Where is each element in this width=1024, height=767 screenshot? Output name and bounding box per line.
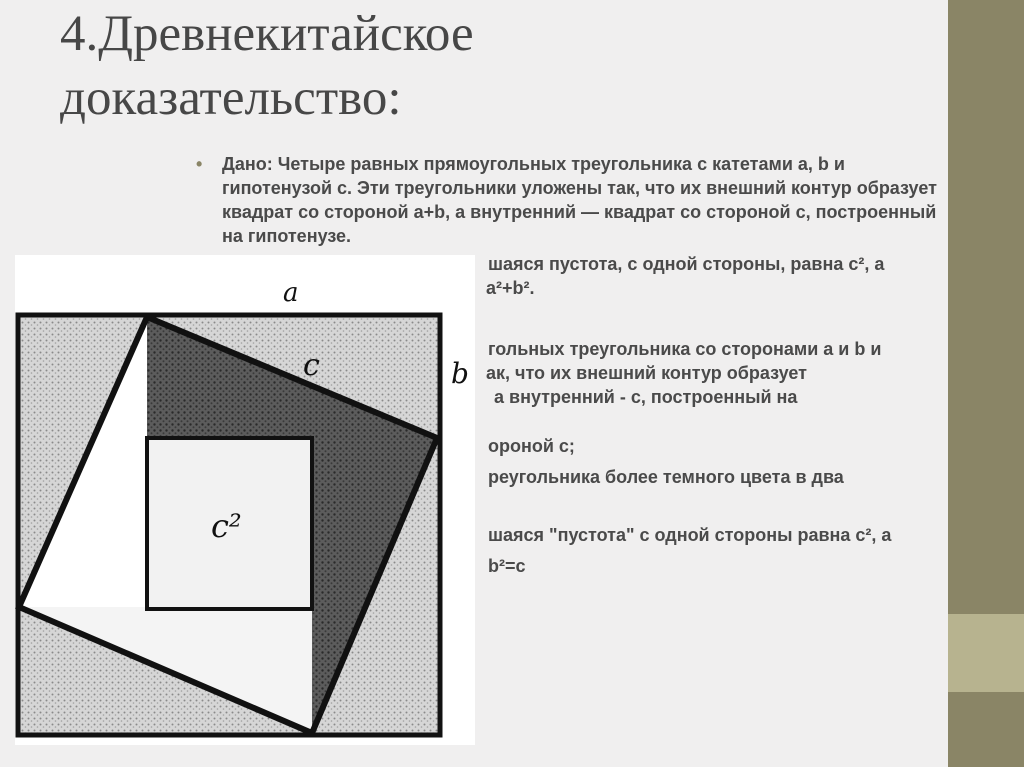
text-fragment: b²=c — [488, 556, 526, 576]
text-fragment: шаяся "пустота" с одной стороны равна с², а — [488, 525, 892, 545]
given-paragraph — [196, 152, 942, 248]
text-fragment: гольных треугольника со сторонами a и b и — [488, 339, 882, 359]
label-b: b — [451, 357, 469, 390]
given-text: Четыре равных прямоугольных треугольника с катетами a, b и гипотенузой с. Эти треугольники уложены так, что их внешний контур образует квадрат со стороной a+b, а внутренний — квадрат со стороной с, построенный на гипотенузе. — [222, 154, 937, 246]
label-a: a — [283, 278, 299, 308]
text-fragment: реугольника более темного цвета в два — [488, 467, 844, 487]
text-fragment: ак, что их внешний контур образует — [486, 363, 807, 383]
title-line-2: доказательство: — [60, 70, 402, 126]
label-c-squared: c² — [211, 507, 242, 545]
text-fragment: а внутренний - с, построенный на — [494, 387, 798, 407]
text-fragment: шаяся пустота, с одной стороны, равна с², а — [488, 254, 885, 274]
text-fragment: ороной с; — [488, 436, 575, 456]
bullet-icon: • — [196, 154, 203, 174]
given-label: Дано: — [222, 154, 273, 174]
proof-figure — [15, 255, 475, 745]
label-c: c — [303, 348, 320, 383]
side-decor-accent — [948, 614, 1024, 692]
slide-title — [60, 2, 900, 130]
text-fragment: a²+b². — [486, 278, 535, 298]
title-line-1: 4.Древнекитайское — [60, 6, 474, 62]
